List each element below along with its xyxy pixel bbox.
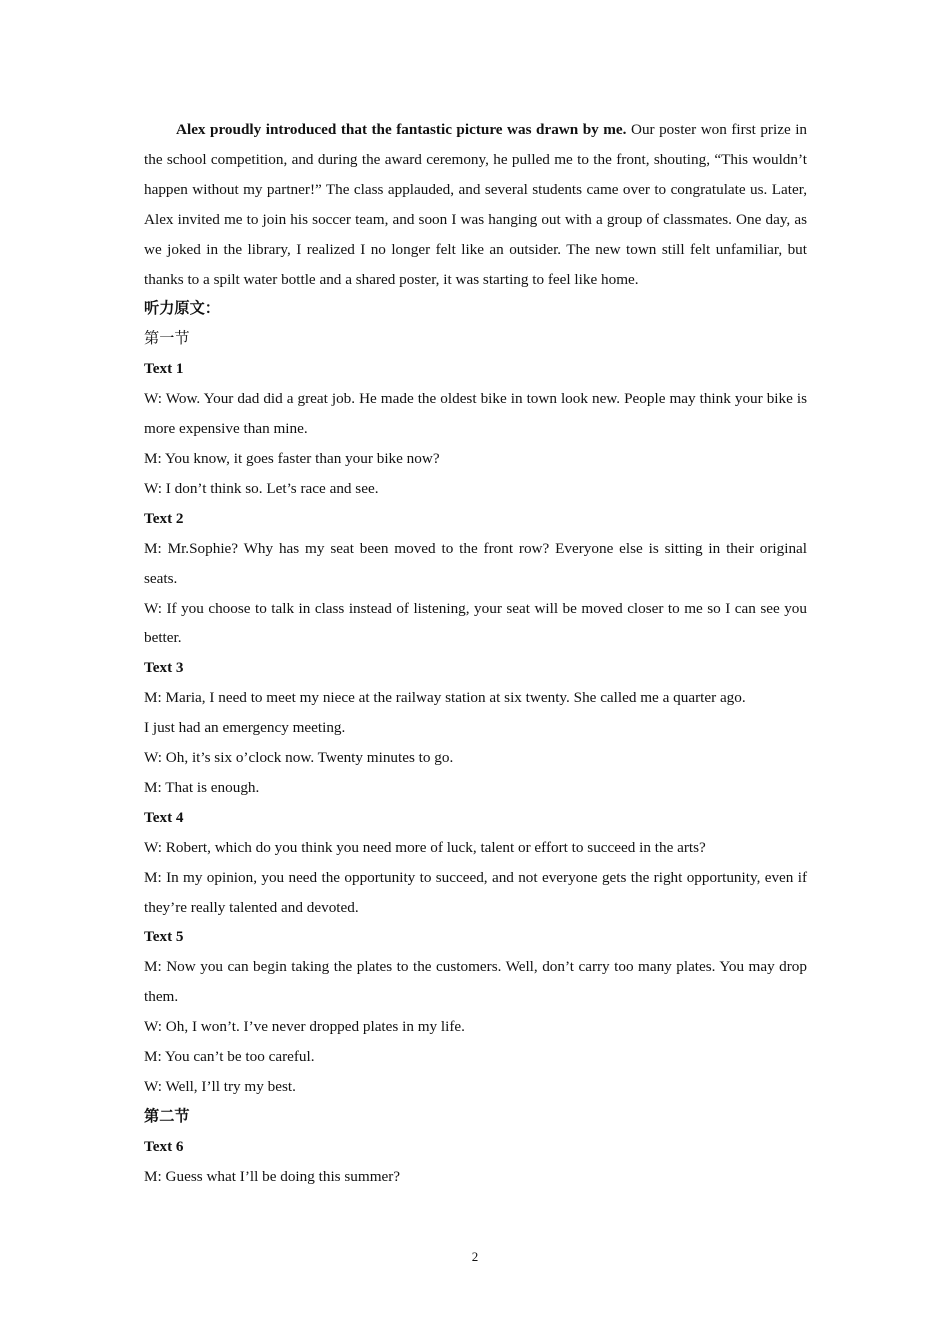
text-title: Text 5 bbox=[144, 928, 184, 946]
section-heading: 第二节 bbox=[144, 1107, 190, 1125]
page-number: 2 bbox=[471, 1249, 479, 1264]
dialogue-line: M: Guess what I’ll be doing this summer? bbox=[144, 1167, 401, 1185]
dialogue-line: W: I don’t think so. Let’s race and see. bbox=[144, 479, 379, 497]
text-title: Text 3 bbox=[144, 659, 184, 677]
dialogue-line: M: You can’t be too careful. bbox=[144, 1048, 315, 1066]
dialogue-line: W: Well, I’ll try my best. bbox=[144, 1078, 296, 1095]
story-paragraph bbox=[144, 115, 807, 294]
text-title: Text 1 bbox=[144, 360, 184, 378]
dialogue-line: I just had an emergency meeting. bbox=[144, 719, 346, 737]
bold-lead-sentence: Alex proudly introduced that the fantastic picture was drawn by me. bbox=[176, 121, 627, 138]
dialogue-line: M: Maria, I need to meet my niece at the railway station at six twenty. She called me a quarter ago. bbox=[144, 689, 746, 707]
dialogue-line: W: Oh, it’s six o’clock now. Twenty minutes to go. bbox=[144, 749, 454, 767]
dialogue-line: W: Wow. Your dad did a great job. He made the oldest bike in town look new. People may think your bike is more expensive than mine. bbox=[144, 390, 807, 438]
document-body bbox=[144, 115, 807, 1192]
text-title: Text 2 bbox=[144, 509, 184, 527]
section-heading: 第一节 bbox=[144, 330, 190, 348]
dialogue-line: M: Mr.Sophie? Why has my seat been moved to the front row? Everyone else is sitting in their original seats. bbox=[144, 539, 807, 587]
dialogue-line: W: Robert, which do you think you need more of luck, talent or effort to succeed in the arts? bbox=[144, 838, 706, 856]
transcript-heading: 听力原文： bbox=[144, 300, 220, 318]
dialogue-line: M: That is enough. bbox=[144, 778, 260, 796]
paragraph-text: Our poster won first prize in the school competition, and during the award ceremony, he pulled me to the front, shouting, “This wouldn’t happen without my partner!” The class applauded, and several students came over to congratulate us. Later, Alex invited me to join his soccer team, and soon I was hanging out with a group of classmates. One day, as we joked in the library, I realized I no longer felt like an outsider. The new town still felt unfamiliar, but thanks to a spilt water bottle and a shared poster, it was starting to feel like home. bbox=[144, 121, 808, 288]
dialogue-line: M: Now you can begin taking the plates to the customers. Well, don’t carry too many plates. You may drop them. bbox=[144, 958, 807, 1006]
dialogue-line: M: You know, it goes faster than your bike now? bbox=[144, 449, 440, 467]
text-title: Text 6 bbox=[144, 1137, 184, 1155]
dialogue-line: W: If you choose to talk in class instead of listening, your seat will be moved closer to me so I can see you better. bbox=[144, 599, 807, 647]
text-title: Text 4 bbox=[144, 808, 184, 826]
dialogue-line: M: In my opinion, you need the opportunity to succeed, and not everyone gets the right opportunity, even if they’re really talented and devoted. bbox=[144, 868, 807, 916]
dialogue-line: W: Oh, I won’t. I’ve never dropped plates in my life. bbox=[144, 1018, 465, 1036]
